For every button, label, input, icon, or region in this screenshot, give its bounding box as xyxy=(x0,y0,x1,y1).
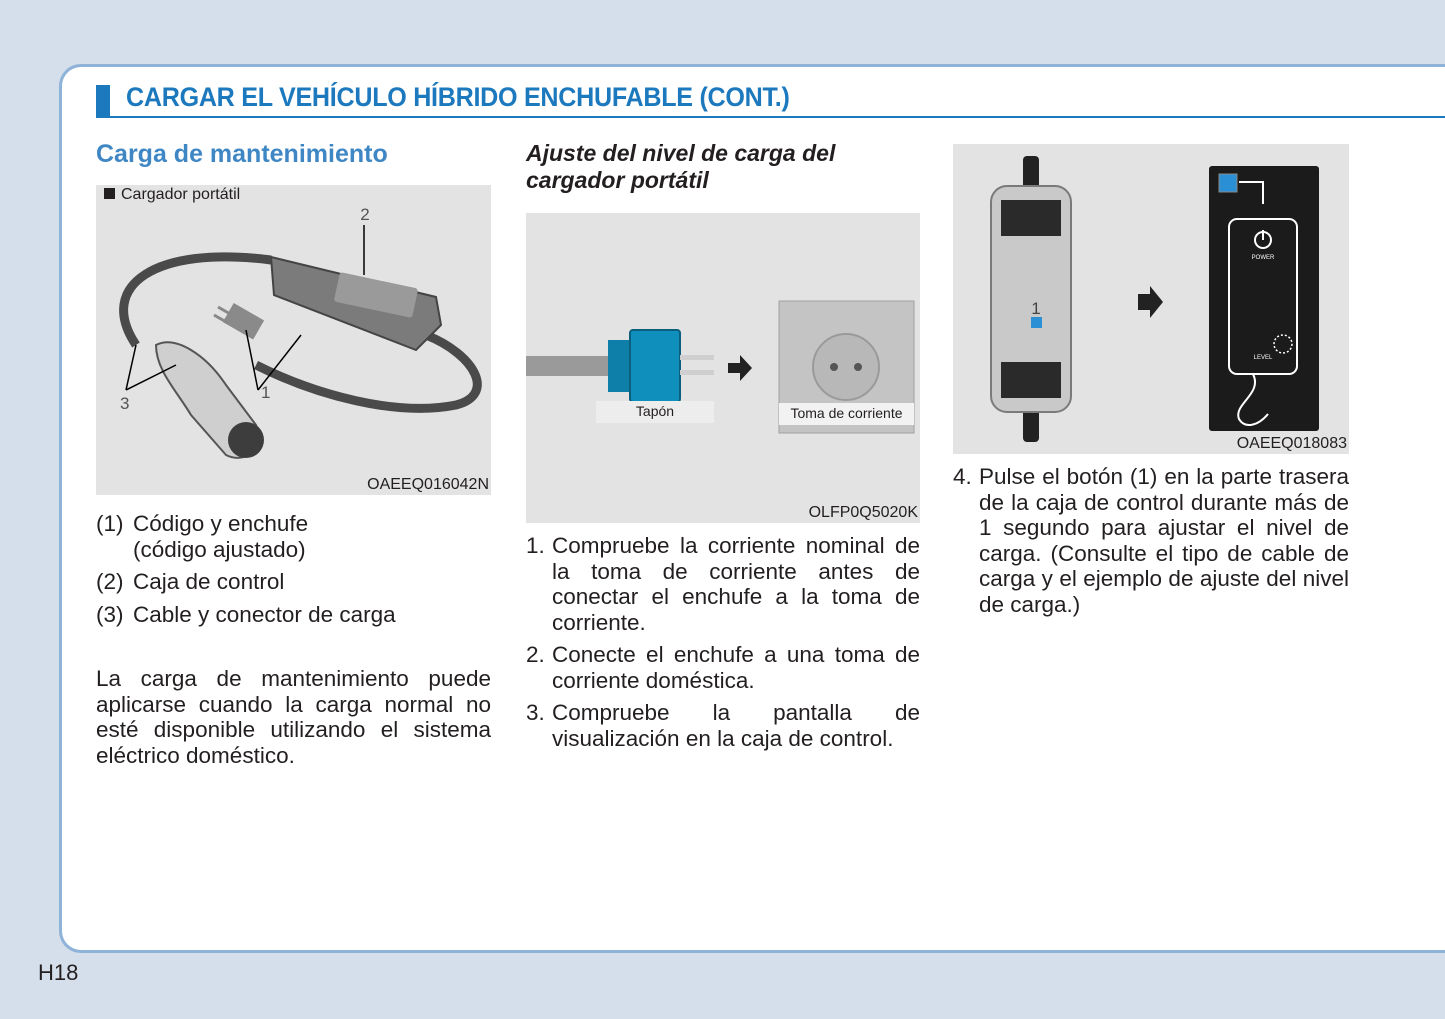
plug-label: Tapón xyxy=(596,401,714,423)
maintenance-paragraph: La carga de mantenimiento puede aplicarse cuando la carga normal no esté disponible utilizando el sistema eléctrico doméstico. xyxy=(96,666,491,768)
portable-charger-illustration xyxy=(96,185,491,495)
legend-item: (2) Caja de control xyxy=(96,569,285,594)
level-label: LEVEL xyxy=(1253,355,1273,361)
plug-outlet-illustration xyxy=(526,213,920,523)
subsection-title: Ajuste del nivel de carga del cargador portátil xyxy=(526,140,836,193)
page-number: H18 xyxy=(38,960,79,985)
step-item: 3. Compruebe la pantalla de visualización en la caja de control. xyxy=(526,700,920,751)
legend-list xyxy=(96,511,491,634)
section-title: Carga de mantenimiento xyxy=(96,140,388,168)
power-label: POWER xyxy=(1251,255,1275,261)
callout-3: 3 xyxy=(120,394,130,413)
plug-outlet-figure xyxy=(526,213,920,523)
control-box-illustration xyxy=(953,144,1349,454)
control-box-figure xyxy=(953,144,1349,454)
header-accent-bar xyxy=(96,85,110,118)
figure-code: OAEEQ018083 xyxy=(1236,435,1347,452)
step-item: 2. Conecte el enchufe a una toma de corriente doméstica. xyxy=(526,642,920,693)
step-item: 1. Compruebe la corriente nominal de la toma de corriente antes de conectar el enchufe a la toma de corriente. xyxy=(526,533,920,635)
callout-2: 2 xyxy=(360,205,370,224)
legend-item: (3) Cable y conector de carga xyxy=(96,601,396,627)
figure-code: OAEEQ016042N xyxy=(367,476,489,493)
callout-1: 1 xyxy=(261,383,271,402)
portable-charger-figure xyxy=(96,185,491,495)
steps-list xyxy=(526,533,920,758)
callout-1: 1 xyxy=(1031,299,1041,318)
figure-caption: Cargador portátil xyxy=(104,186,240,204)
legend-item: (1) Código y enchufe (código ajustado) xyxy=(96,511,309,562)
page-header-title: CARGAR EL VEHÍCULO HÍBRIDO ENCHUFABLE (CONT.) xyxy=(126,82,790,112)
figure-code: OLFP0Q5020K xyxy=(808,504,918,521)
step4-list xyxy=(953,464,1349,624)
step-item: 4. Pulse el botón (1) en la parte trasera de la caja de control durante más de 1 segundo para ajustar el nivel de carga. (Consulte el tipo de cable de carga y el ejemplo de ajuste del nivel de carga.) xyxy=(953,464,1349,617)
header-rule xyxy=(96,116,1445,118)
outlet-label: Toma de corriente xyxy=(779,403,914,425)
